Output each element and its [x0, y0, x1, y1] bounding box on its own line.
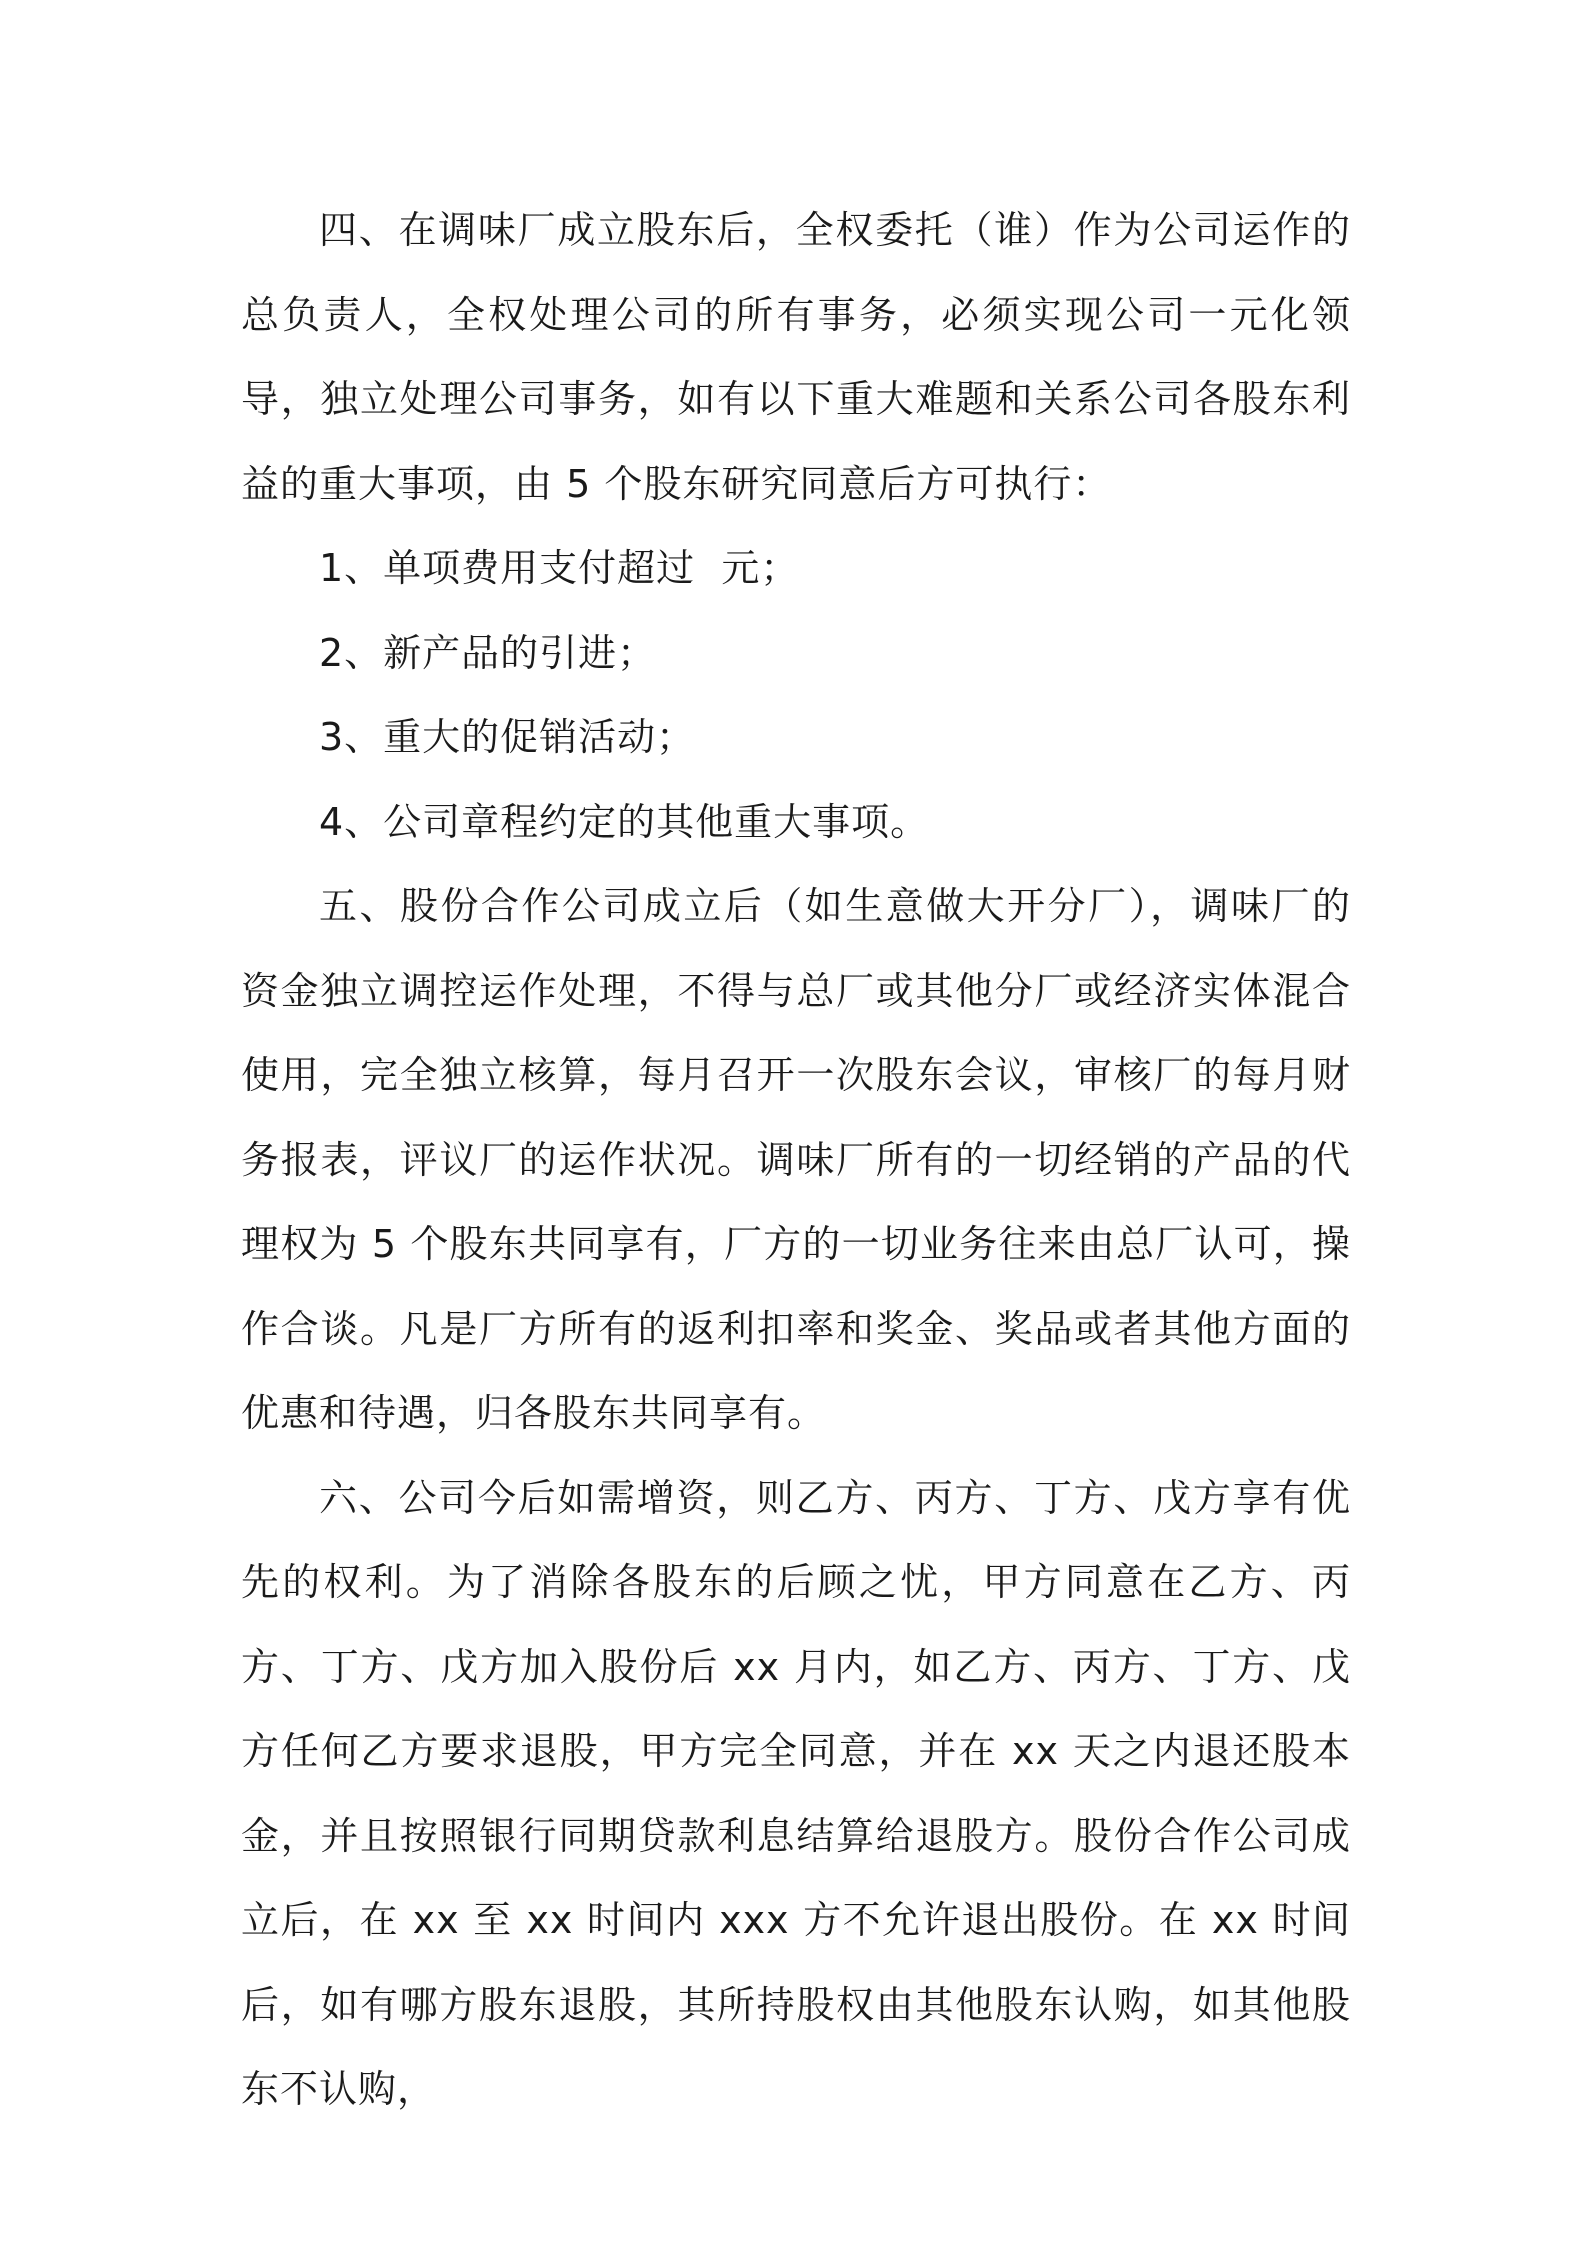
list-item-1: 1、单项费用支付超过 元； [319, 546, 800, 590]
paragraph-4: 四、在调味厂成立股东后，全权委托（谁）作为公司运作的总负责人，全权处理公司的所有事务，必须实现公司一元化领导，独立处理公司事务，如有以下重大难题和关系公司各股东利益的重大事项，由 5 个股东研究同意后方可执行： [241, 208, 1351, 506]
document-body [241, 188, 1351, 2132]
list-item-2: 2、新产品的引进； [319, 630, 657, 675]
list-item-4: 4、公司章程约定的其他重大事项。 [319, 799, 930, 844]
paragraph-5: 五、股份合作公司成立后（如生意做大开分厂），调味厂的资金独立调控运作处理，不得与总厂或其他分厂或经济实体混合使用，完全独立核算，每月召开一次股东会议，审核厂的每月财务报表，评议厂的运作状况。调味厂所有的一切经销的产品的代理权为 5 个股东共同享有，厂方的一切业务往来由总厂认可，操作合谈。凡是厂方所有的返利扣率和奖金、奖品或者其他方面的优惠和待遇，归各股东共同享有。 [241, 884, 1351, 1435]
paragraph-6: 六、公司今后如需增资，则乙方、丙方、丁方、戊方享有优先的权利。为了消除各股东的后顾之忧，甲方同意在乙方、丙方、丁方、戊方加入股份后 xx 月内，如乙方、丙方、丁方、戊方任何乙方要求退股，甲方完全同意，并在 xx 天之内退还股本金，并且按照银行同期贷款利息结算给退股方。股份合作公司成立后，在 xx 至 xx 时间内 xxx 方不允许退出股份。在 xx 时间后，如有哪方股东退股，其所持股权由其他股东认购，如其他股东不认购， [241, 1475, 1351, 2111]
list-item-3: 3、重大的促销活动； [319, 715, 696, 759]
